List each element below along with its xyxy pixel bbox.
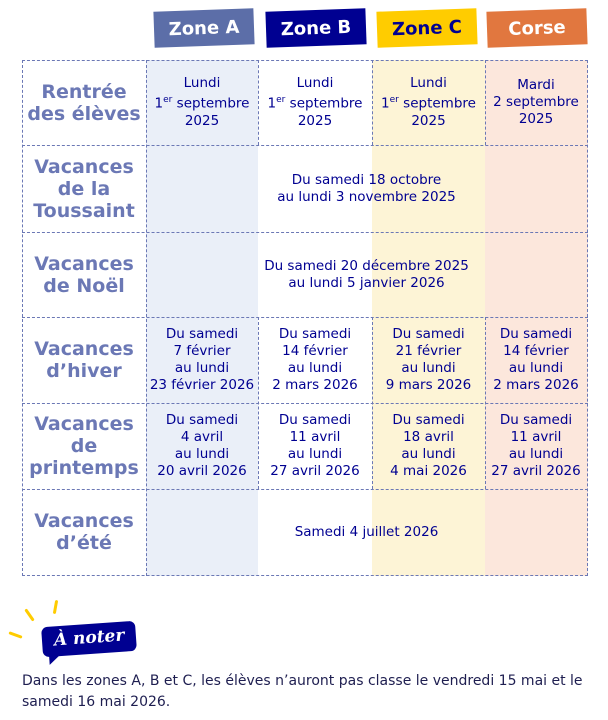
noel-dates [146, 232, 587, 317]
spark-decoration [53, 600, 58, 614]
printemps-corse-line: 27 avril 2026 [491, 463, 581, 479]
hiver-zone-c-line: Du samedi [392, 326, 465, 342]
spark-decoration [8, 631, 22, 639]
hiver-zone-b [258, 317, 372, 403]
hiver-zone-a-line: Du samedi [165, 326, 239, 342]
hiver-zone-a [146, 317, 258, 403]
printemps-zone-b [258, 403, 372, 489]
printemps-corse-line: Du samedi [499, 412, 573, 428]
grid-line [22, 575, 588, 576]
hiver-corse-line: au lundi [508, 360, 564, 376]
hiver-zone-c [372, 317, 485, 403]
printemps-zone-a-line: 4 avril [180, 429, 224, 445]
hiver-zone-c-line: 9 mars 2026 [385, 377, 472, 393]
printemps-zone-a-line: Du samedi [165, 412, 239, 428]
printemps-zone-b-line: au lundi [287, 446, 343, 462]
hiver-zone-b-line: Du samedi [278, 326, 352, 342]
printemps-zone-c-line: 18 avril [403, 429, 454, 445]
hiver-zone-c-line: au lundi [401, 360, 456, 376]
rentree-zone-b-year: 2025 [297, 112, 333, 129]
rentree-corse-line: Mardi [517, 77, 555, 93]
hiver-zone-b-line: 14 février [282, 343, 348, 359]
toussaint-line: au lundi 3 novembre 2025 [277, 188, 456, 205]
noel-line: Du samedi 20 décembre 2025 [264, 257, 469, 274]
rentree-zone-a [146, 60, 258, 145]
hiver-zone-b-line: 2 mars 2026 [272, 377, 358, 393]
printemps-zone-b-line: 27 avril 2026 [270, 463, 360, 479]
rentree-zone-c [372, 60, 485, 145]
note-text: Dans les zones A, B et C, les élèves n’auront pas classe le vendredi 15 mai et le samedi 16 mai 2026. [22, 673, 583, 710]
hiver-corse [485, 317, 587, 403]
row-label-noel: Vacances de Noël [34, 252, 134, 297]
note-badge: À noter [41, 621, 137, 658]
hiver-corse-line: 14 février [503, 343, 569, 359]
printemps-zone-c-line: au lundi [401, 446, 456, 462]
rentree-zone-a-day: Lundi [183, 75, 221, 92]
rentree-zone-a-date: 1er septembre [154, 95, 250, 112]
grid-line [587, 60, 588, 576]
printemps-corse-line: au lundi [508, 446, 564, 462]
hiver-zone-a-line: 7 février [173, 343, 231, 359]
hiver-zone-b-line: au lundi [287, 360, 343, 376]
zone-b-header: Zone B [265, 8, 366, 47]
zone-a-header: Zone A [153, 8, 254, 47]
hiver-corse-line: Du samedi [499, 326, 573, 342]
hiver-zone-a-line: 23 février 2026 [149, 377, 255, 393]
rentree-zone-b [258, 60, 372, 145]
rentree-zone-b-day: Lundi [296, 75, 334, 92]
printemps-zone-c-line: 4 mai 2026 [390, 463, 467, 479]
ete-dates [146, 489, 587, 575]
printemps-zone-c-line: Du samedi [392, 412, 465, 428]
rentree-zone-c-day: Lundi [410, 75, 447, 92]
toussaint-line: Du samedi 18 octobre [291, 171, 442, 188]
hiver-zone-c-line: 21 février [395, 343, 462, 359]
rentree-zone-b-date: 1er septembre [267, 95, 363, 112]
row-label-rentree: Rentrée des élèves [27, 80, 141, 125]
printemps-zone-b-line: Du samedi [278, 412, 352, 428]
noel-line: au lundi 5 janvier 2026 [288, 274, 445, 291]
printemps-corse-line: 11 avril [510, 429, 562, 445]
printemps-zone-c [372, 403, 485, 489]
row-label-ete: Vacances d’été [34, 510, 134, 554]
printemps-zone-a-line: 20 avril 2026 [157, 463, 247, 479]
printemps-corse [485, 403, 587, 489]
hiver-corse-line: 2 mars 2026 [493, 377, 579, 393]
rentree-corse [485, 60, 587, 145]
row-label-toussaint: Vacances de la Toussaint [33, 155, 135, 222]
rentree-corse-line: 2 septembre [493, 94, 579, 110]
rentree-corse-line: 2025 [518, 111, 554, 127]
rentree-zone-c-year: 2025 [411, 112, 446, 129]
rentree-zone-c-date: 1er septembre [381, 95, 476, 112]
printemps-zone-a [146, 403, 258, 489]
zone-c-header: Zone C [376, 8, 477, 47]
hiver-zone-a-line: au lundi [174, 360, 230, 376]
printemps-zone-b-line: 11 avril [289, 429, 341, 445]
ete-line: Samedi 4 juillet 2026 [294, 523, 439, 540]
row-label-hiver: Vacances d’hiver [34, 338, 134, 382]
printemps-zone-a-line: au lundi [174, 446, 230, 462]
rentree-zone-a-year: 2025 [184, 112, 220, 129]
spark-decoration [24, 608, 34, 621]
corse-header: Corse [486, 8, 587, 47]
row-label-printemps: Vacances de printemps [29, 413, 139, 479]
toussaint-dates [146, 145, 587, 232]
